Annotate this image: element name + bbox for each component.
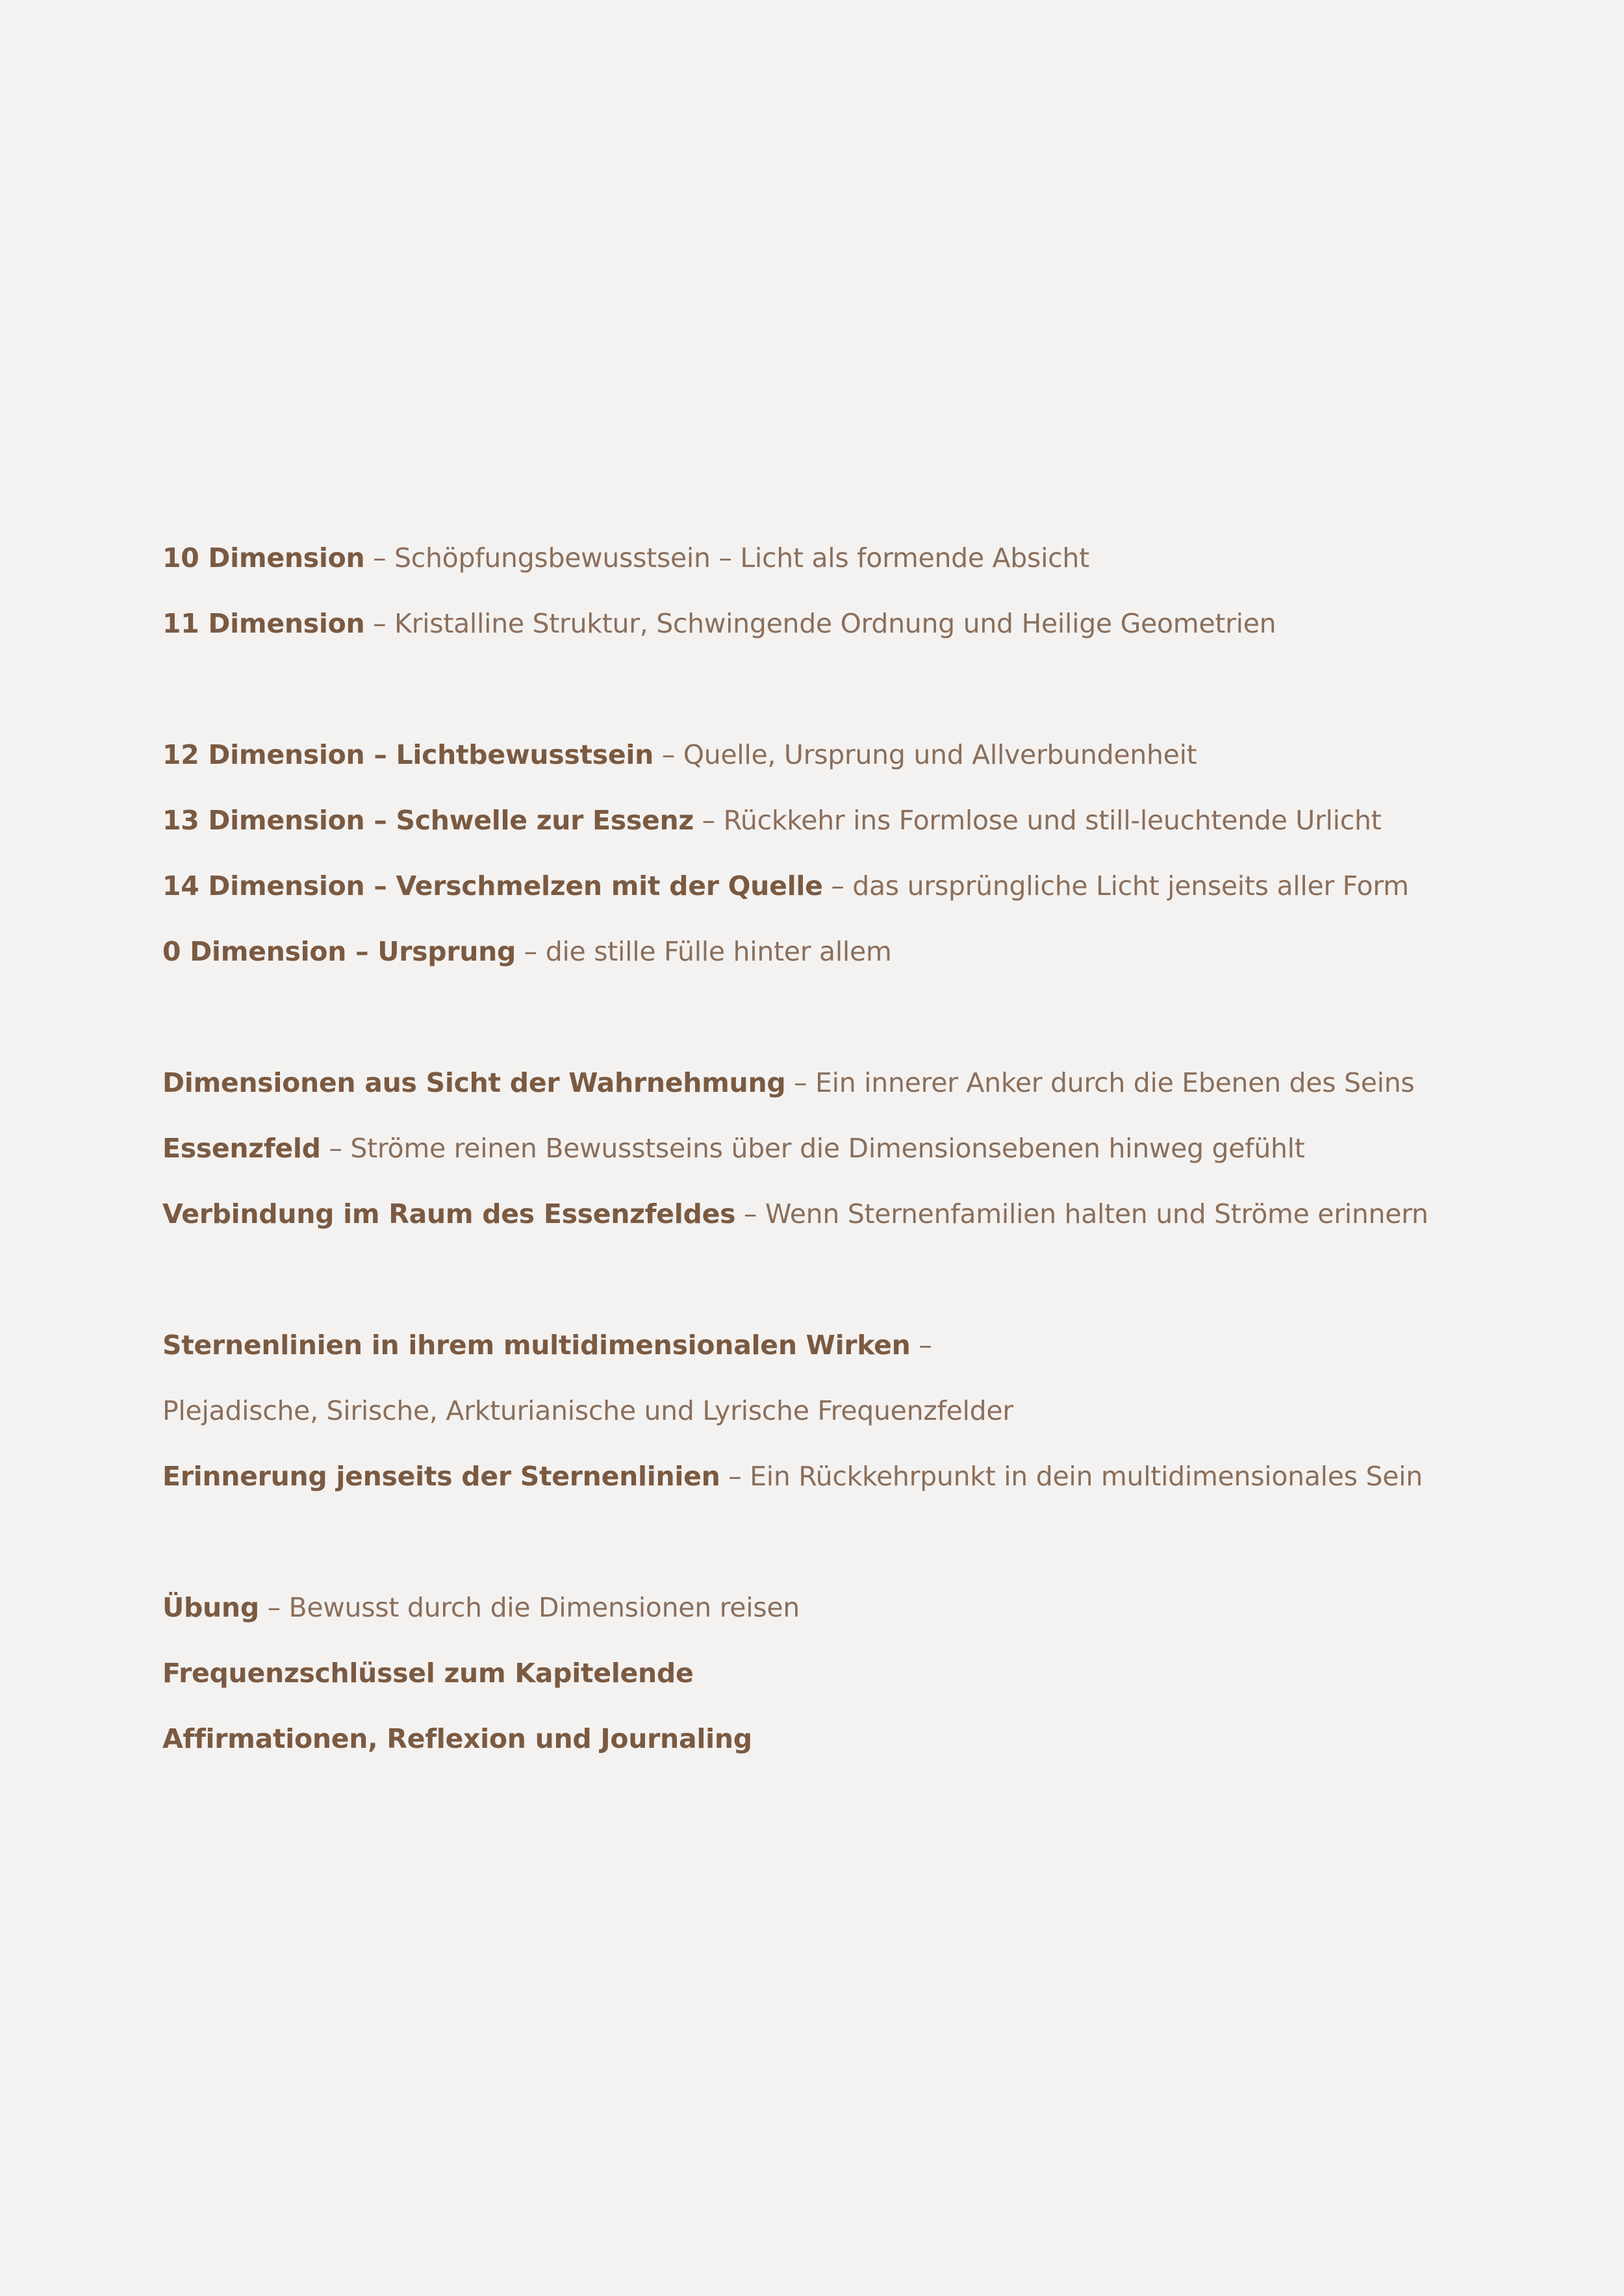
toc-entry: [162, 863, 1527, 928]
toc-entry-description: – Ein Rückkehrpunkt in dein multidimensionales Sein: [720, 1461, 1423, 1492]
toc-entry: [162, 1059, 1527, 1125]
toc-entry-description: – Ein innerer Anker durch die Ebenen des Seins: [785, 1067, 1415, 1098]
toc-entry-description: Plejadische, Sirische, Arkturianische und Lyrische Frequenzfelder: [162, 1395, 1013, 1426]
toc-entry: [162, 1715, 1527, 1781]
toc-entry: [162, 1191, 1527, 1256]
toc-entry-title: 14 Dimension – Verschmelzen mit der Quelle: [162, 870, 823, 902]
toc-entry-title: 11 Dimension: [162, 608, 365, 639]
toc-entry: [162, 797, 1527, 863]
section-gap: [162, 666, 1527, 731]
toc-entry: [162, 535, 1527, 600]
toc-entry-title: 13 Dimension – Schwelle zur Essenz: [162, 805, 694, 836]
toc-entry-title: Affirmationen, Reflexion und Journaling: [162, 1723, 752, 1754]
toc-entry-description: – Rückkehr ins Formlose und still-leuchtende Urlicht: [693, 805, 1382, 836]
toc-entry: [162, 1125, 1527, 1191]
toc-entry: [162, 1387, 1527, 1453]
toc-entry-description: – Wenn Sternenfamilien halten und Ströme erinnern: [735, 1198, 1428, 1230]
toc-entry-title: Verbindung im Raum des Essenzfeldes: [162, 1198, 736, 1230]
toc-entry: [162, 1584, 1527, 1650]
toc-entry: [162, 928, 1527, 994]
toc-entry: [162, 731, 1527, 797]
toc-entry: [162, 1453, 1527, 1519]
toc-entry-title: Essenzfeld: [162, 1133, 321, 1164]
toc-entry-title: 0 Dimension – Ursprung: [162, 936, 516, 967]
table-of-contents: [162, 535, 1527, 1781]
toc-entry-title: Dimensionen aus Sicht der Wahrnehmung: [162, 1067, 786, 1098]
section-gap: [162, 994, 1527, 1059]
toc-entry-title: 12 Dimension – Lichtbewusstsein: [162, 739, 654, 770]
toc-entry-description: – Bewusst durch die Dimensionen reisen: [259, 1592, 800, 1623]
toc-entry-description: – Kristalline Struktur, Schwingende Ordnung und Heilige Geometrien: [364, 608, 1276, 639]
toc-entry-title: Übung: [162, 1592, 259, 1623]
toc-entry: [162, 1650, 1527, 1715]
toc-entry-title: 10 Dimension: [162, 542, 365, 574]
toc-entry-description: – Schöpfungsbewusstsein – Licht als formende Absicht: [364, 542, 1089, 574]
toc-entry-description: – das ursprüngliche Licht jenseits aller Form: [822, 870, 1409, 902]
toc-entry-title: Erinnerung jenseits der Sternenlinien: [162, 1461, 720, 1492]
toc-entry-description: – Quelle, Ursprung und Allverbundenheit: [653, 739, 1197, 770]
toc-entry-description: – die stille Fülle hinter allem: [516, 936, 892, 967]
toc-entry-description: – Ströme reinen Bewusstseins über die Dimensionsebenen hinweg gefühlt: [320, 1133, 1305, 1164]
section-gap: [162, 1256, 1527, 1322]
section-gap: [162, 1519, 1527, 1584]
toc-entry-title: Sternenlinien in ihrem multidimensionalen Wirken: [162, 1330, 911, 1361]
toc-entry-description: –: [910, 1330, 932, 1361]
toc-entry: [162, 1322, 1527, 1387]
toc-entry: [162, 600, 1527, 666]
toc-entry-title: Frequenzschlüssel zum Kapitelende: [162, 1658, 694, 1689]
